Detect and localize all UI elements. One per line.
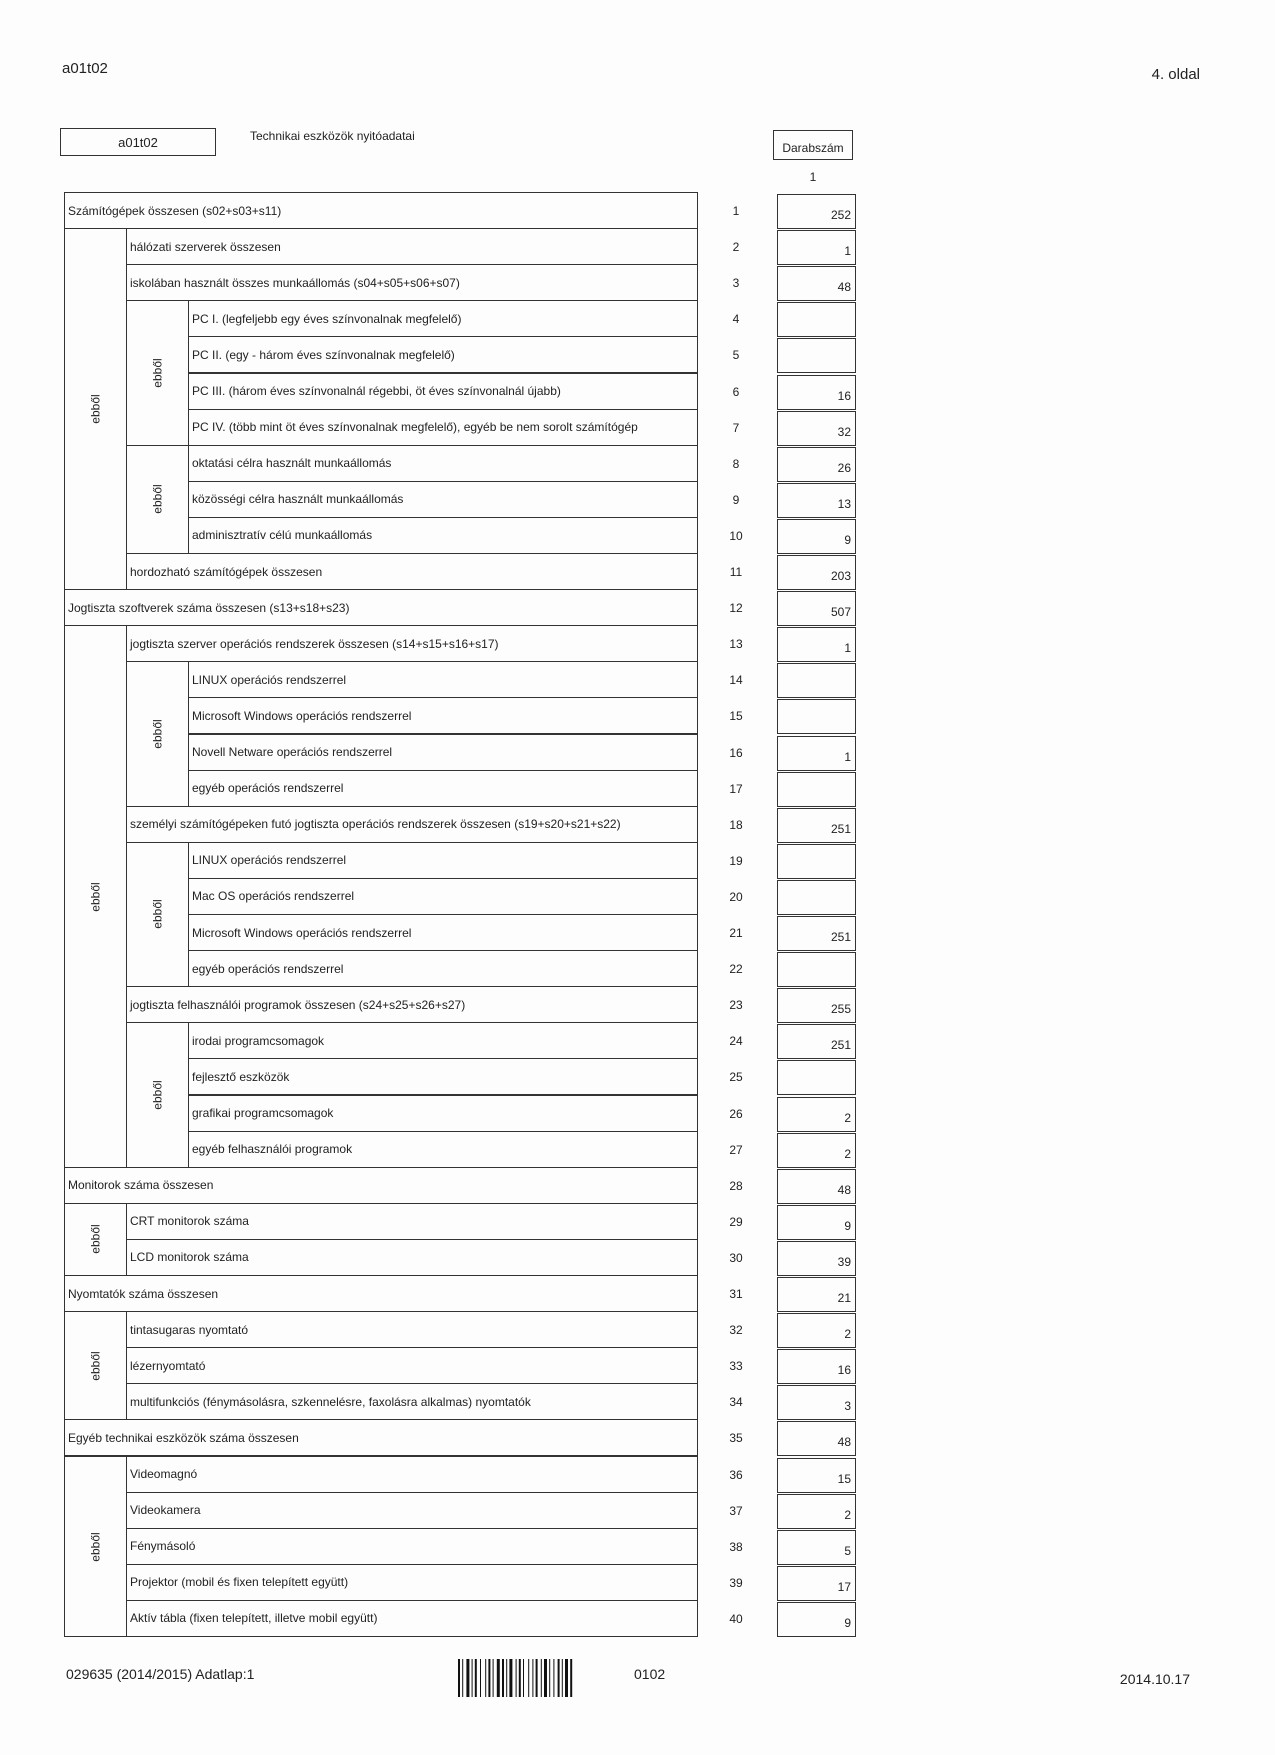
row-value[interactable]: 16 — [777, 375, 856, 410]
row-value[interactable]: 1 — [777, 627, 856, 662]
ebbol-label: ebből — [88, 1531, 103, 1562]
ebbol-group-cell — [126, 661, 189, 806]
row-label-cell — [126, 1239, 698, 1276]
row-label-cell — [188, 409, 698, 446]
row-label: személyi számítógépeken futó jogtiszta operációs rendszerek összesen (s19+s20+s21+s22) — [130, 817, 621, 832]
ebbol-label: ebből — [88, 1224, 103, 1254]
row-number: 37 — [729, 1503, 743, 1518]
row-label: Microsoft Windows operációs rendszerrel — [192, 708, 412, 723]
row-label-cell — [188, 517, 698, 554]
barcode-bar — [558, 1659, 560, 1697]
row-number: 31 — [729, 1287, 743, 1301]
ebbol-label: ebből — [150, 899, 165, 929]
row-label-cell — [64, 1275, 698, 1312]
row-label: fejlesztő eszközök — [192, 1069, 290, 1084]
row-value[interactable] — [777, 772, 856, 807]
row-value[interactable]: 5 — [777, 1530, 856, 1565]
row-value[interactable]: 251 — [777, 1024, 856, 1059]
row-label: PC II. (egy - három éves színvonalnak megfelelő) — [192, 347, 455, 362]
row-label: Mac OS operációs rendszerrel — [192, 889, 355, 904]
row-number: 1 — [732, 204, 740, 218]
row-value[interactable]: 39 — [777, 1241, 856, 1276]
ebbol-group-cell — [126, 445, 189, 554]
row-number: 38 — [729, 1539, 743, 1554]
row-label: PC I. (legfeljebb egy éves színvonalnak megfelelő) — [192, 311, 462, 326]
row-label-cell — [126, 228, 698, 265]
row-number: 36 — [729, 1467, 743, 1482]
barcode-code: 0102 — [634, 1666, 666, 1682]
row-label: CRT monitorok száma — [130, 1214, 249, 1229]
row-value[interactable]: 203 — [777, 555, 856, 590]
footer-id: 029635 (2014/2015) Adatlap:1 — [66, 1666, 255, 1682]
row-number: 7 — [732, 420, 740, 435]
row-label-cell — [188, 950, 698, 987]
row-value[interactable]: 26 — [777, 447, 856, 482]
row-value[interactable] — [777, 338, 856, 373]
barcode-bar — [536, 1659, 538, 1697]
form-id-box: a01t02 — [60, 128, 216, 156]
barcode-bar — [553, 1659, 554, 1697]
row-value[interactable]: 2 — [777, 1494, 856, 1529]
ebbol-group-cell — [64, 1311, 127, 1420]
row-number: 20 — [729, 889, 743, 904]
ebbol-group-cell — [64, 1203, 127, 1276]
row-value[interactable]: 15 — [777, 1458, 856, 1493]
row-value[interactable] — [777, 1060, 856, 1095]
row-label: lézernyomtató — [130, 1358, 206, 1373]
row-number: 22 — [729, 962, 743, 977]
row-value[interactable] — [777, 663, 856, 698]
row-label-cell — [188, 770, 698, 807]
row-label-cell — [188, 336, 698, 373]
barcode-bar — [488, 1659, 490, 1697]
barcode-bar — [549, 1659, 550, 1697]
row-label-cell — [188, 1131, 698, 1168]
row-number: 23 — [729, 998, 743, 1013]
row-label: multifunkciós (fénymásolásra, szkennelésre, faxolásra alkalmas) nyomtatók — [130, 1394, 531, 1409]
row-value[interactable]: 1 — [777, 230, 856, 265]
row-label-cell — [64, 1419, 698, 1456]
row-value[interactable]: 251 — [777, 808, 856, 843]
row-number: 16 — [729, 745, 743, 760]
footer-date: 2014.10.17 — [1119, 1671, 1190, 1687]
barcode-bar — [462, 1659, 463, 1697]
row-label: közösségi célra használt munkaállomás — [192, 492, 404, 507]
row-label-cell — [188, 734, 698, 771]
barcode-bar — [506, 1659, 507, 1697]
row-label: oktatási célra használt munkaállomás — [192, 456, 392, 471]
row-label-cell — [126, 625, 698, 662]
row-label-cell — [126, 986, 698, 1023]
row-label-cell — [126, 806, 698, 843]
row-label-cell — [126, 553, 698, 590]
row-value[interactable] — [777, 302, 856, 337]
row-value[interactable]: 2 — [777, 1133, 856, 1168]
barcode-bar — [541, 1659, 542, 1697]
row-number: 17 — [729, 781, 743, 796]
row-label-cell — [188, 1058, 698, 1095]
row-label-cell — [126, 1564, 698, 1601]
barcode-bar — [472, 1659, 473, 1697]
row-label-cell — [188, 914, 698, 951]
barcode-bar — [485, 1659, 486, 1697]
row-number: 30 — [729, 1250, 743, 1265]
row-number: 34 — [729, 1395, 743, 1410]
row-value[interactable]: 21 — [777, 1277, 856, 1312]
barcode-bar — [466, 1659, 469, 1697]
row-value[interactable]: 17 — [777, 1566, 856, 1601]
row-number: 15 — [729, 709, 743, 724]
ebbol-label: ebből — [150, 358, 165, 388]
row-label: jogtiszta felhasználói programok összesen (s24+s25+s26+s27) — [130, 997, 466, 1012]
row-number: 26 — [729, 1106, 743, 1121]
row-label: Aktív tábla (fixen telepített, illetve mobil együtt) — [130, 1611, 378, 1626]
row-label: Novell Netware operációs rendszerrel — [192, 745, 393, 760]
row-label-cell — [188, 1022, 698, 1059]
row-number: 12 — [729, 601, 743, 616]
ebbol-label: ebből — [150, 484, 165, 514]
row-label: LINUX operációs rendszerrel — [192, 672, 347, 687]
row-number: 11 — [729, 565, 743, 579]
row-label-cell — [64, 589, 698, 626]
row-number: 28 — [729, 1178, 743, 1193]
row-label-cell — [126, 1203, 698, 1240]
barcode-bar — [516, 1659, 517, 1697]
row-value[interactable]: 48 — [777, 1169, 856, 1204]
row-value[interactable]: 3 — [777, 1385, 856, 1420]
barcode-bar — [458, 1659, 460, 1697]
row-label: iskolában használt összes munkaállomás (s04+s05+s06+s07) — [130, 275, 460, 290]
row-number: 3 — [732, 276, 740, 291]
row-label-cell — [188, 445, 698, 482]
row-label-cell — [188, 697, 698, 734]
row-number: 24 — [729, 1034, 743, 1049]
ebbol-label: ebből — [88, 1350, 103, 1381]
row-number: 9 — [732, 492, 740, 507]
row-number: 18 — [729, 817, 743, 832]
row-label: Videomagnó — [130, 1467, 198, 1482]
row-number: 39 — [729, 1575, 743, 1590]
row-number: 40 — [729, 1611, 743, 1626]
row-label: Microsoft Windows operációs rendszerrel — [192, 925, 412, 940]
row-number: 14 — [729, 673, 743, 688]
row-number: 5 — [732, 348, 740, 363]
row-label-cell — [126, 1492, 698, 1529]
barcode-bar — [493, 1659, 494, 1697]
ebbol-label: ebből — [88, 394, 103, 424]
row-label: LINUX operációs rendszerrel — [192, 853, 347, 868]
count-column-number: 1 — [809, 170, 817, 184]
row-label: adminisztratív célú munkaállomás — [192, 528, 373, 543]
row-label: hálózati szerverek összesen — [130, 239, 281, 254]
row-number: 8 — [732, 456, 740, 471]
row-label-cell — [188, 878, 698, 915]
row-label: Monitorok száma összesen — [68, 1178, 214, 1193]
row-label-cell — [126, 1600, 698, 1637]
row-label: tintasugaras nyomtató — [130, 1322, 249, 1337]
row-value[interactable]: 48 — [777, 1421, 856, 1456]
barcode-bar — [519, 1659, 521, 1697]
row-number: 10 — [729, 528, 743, 543]
row-value[interactable]: 9 — [777, 1205, 856, 1240]
row-label: PC III. (három éves színvonalnál régebbi, öt éves színvonalnál újabb) — [192, 384, 561, 399]
ebbol-group-cell — [126, 842, 189, 987]
row-label: Nyomtatók száma összesen — [68, 1286, 219, 1301]
barcode-bar — [475, 1659, 477, 1697]
row-label-cell — [188, 481, 698, 518]
barcode — [458, 1659, 628, 1697]
row-value[interactable]: 2 — [777, 1313, 856, 1348]
row-label: Videokamera — [130, 1503, 201, 1518]
barcode-bar — [528, 1659, 529, 1697]
row-label-cell — [126, 1456, 698, 1493]
row-label-cell — [126, 1311, 698, 1348]
row-number: 4 — [732, 312, 740, 327]
row-label: Projektor (mobil és fixen telepített együtt) — [130, 1575, 349, 1590]
row-label-cell — [126, 264, 698, 301]
row-value[interactable] — [777, 952, 856, 987]
row-label-cell — [64, 1167, 698, 1204]
barcode-bar — [532, 1659, 533, 1697]
row-value[interactable] — [777, 880, 856, 915]
row-label: Számítógépek összesen (s02+s03+s11) — [68, 203, 282, 218]
row-value[interactable] — [777, 699, 856, 734]
row-value[interactable]: 16 — [777, 1349, 856, 1384]
ebbol-group-cell — [126, 1022, 189, 1167]
row-label: Fénymásoló — [130, 1539, 196, 1554]
row-label-cell — [126, 1347, 698, 1384]
page-number: 4. oldal — [1151, 66, 1200, 83]
row-number: 2 — [732, 240, 740, 255]
count-column-header: Darabszám — [773, 130, 853, 160]
row-value[interactable]: 251 — [777, 916, 856, 951]
form-title: Technikai eszközök nyitóadatai — [250, 129, 415, 143]
row-label-cell — [188, 300, 698, 337]
row-label: egyéb operációs rendszerrel — [192, 961, 344, 976]
barcode-bar — [509, 1659, 512, 1697]
row-value[interactable]: 9 — [777, 1602, 856, 1637]
row-number: 13 — [729, 637, 743, 652]
row-label: egyéb felhasználói programok — [192, 1142, 353, 1157]
row-label-cell — [188, 1095, 698, 1132]
row-label: Egyéb technikai eszközök száma összesen — [68, 1430, 299, 1445]
barcode-bar — [570, 1659, 572, 1697]
barcode-bar — [544, 1659, 547, 1697]
ebbol-label: ebből — [88, 882, 103, 912]
row-number: 29 — [729, 1214, 743, 1229]
row-label-cell — [126, 1383, 698, 1420]
row-label-cell — [126, 1528, 698, 1565]
row-label: jogtiszta szerver operációs rendszerek összesen (s14+s15+s16+s17) — [130, 636, 499, 651]
barcode-bar — [562, 1659, 563, 1697]
barcode-bar — [523, 1659, 524, 1697]
row-label-cell — [188, 661, 698, 698]
row-value[interactable]: 507 — [777, 591, 856, 626]
row-number: 19 — [729, 853, 743, 868]
row-value[interactable]: 255 — [777, 988, 856, 1023]
row-value[interactable]: 9 — [777, 519, 856, 554]
ebbol-group-cell — [126, 300, 189, 445]
row-value[interactable]: 1 — [777, 736, 856, 771]
ebbol-group-cell — [64, 625, 127, 1168]
row-number: 6 — [732, 384, 740, 399]
row-label: egyéb operációs rendszerrel — [192, 781, 344, 796]
row-label: LCD monitorok száma — [130, 1250, 249, 1265]
ebbol-label: ebből — [150, 719, 165, 749]
barcode-bar — [502, 1659, 504, 1697]
row-label: hordozható számítógépek összesen — [130, 564, 323, 579]
row-number: 32 — [729, 1323, 743, 1338]
barcode-bar — [497, 1659, 500, 1697]
ebbol-group-cell — [64, 228, 127, 590]
row-label-cell — [188, 373, 698, 410]
form-id: a01t02 — [62, 60, 108, 77]
row-number: 21 — [729, 926, 743, 940]
row-label: PC IV. (több mint öt éves színvonalnak megfelelő), egyéb be nem sorolt számítógép — [192, 420, 638, 435]
row-value[interactable]: 13 — [777, 483, 856, 518]
row-label: grafikai programcsomagok — [192, 1106, 334, 1121]
row-number: 33 — [729, 1359, 743, 1374]
row-label: irodai programcsomagok — [192, 1033, 325, 1048]
row-label-cell — [188, 842, 698, 879]
row-number: 27 — [729, 1142, 743, 1157]
row-value[interactable]: 252 — [777, 194, 856, 229]
row-value[interactable]: 32 — [777, 411, 856, 446]
ebbol-label: ebből — [150, 1080, 165, 1110]
row-value[interactable]: 2 — [777, 1097, 856, 1132]
row-number: 25 — [729, 1070, 743, 1085]
row-label: Jogtiszta szoftverek száma összesen (s13+s18+s23) — [68, 600, 350, 615]
barcode-bar — [480, 1659, 481, 1697]
barcode-bar — [565, 1659, 568, 1697]
row-value[interactable] — [777, 844, 856, 879]
row-value[interactable]: 48 — [777, 266, 856, 301]
ebbol-group-cell — [64, 1456, 127, 1638]
row-number: 35 — [729, 1431, 743, 1446]
row-label-cell — [64, 192, 698, 229]
